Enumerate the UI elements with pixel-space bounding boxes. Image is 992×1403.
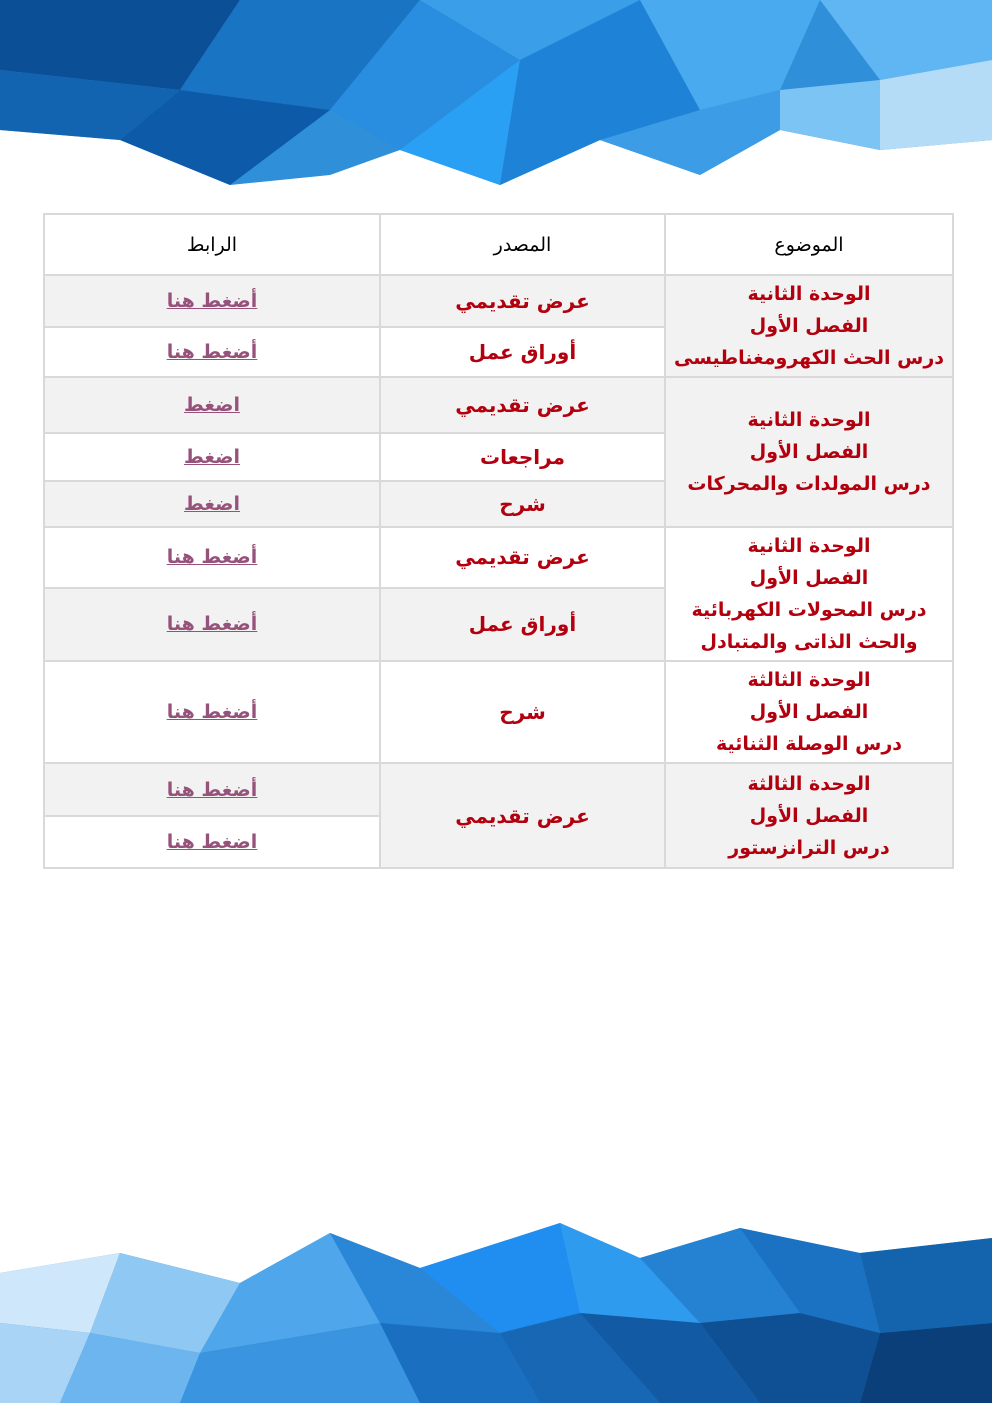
top-banner <box>0 0 992 200</box>
table-row <box>44 763 953 816</box>
table-row <box>44 377 953 433</box>
topic-line: الفصل الأول <box>749 441 869 463</box>
topic-cell <box>665 527 953 661</box>
table-row <box>44 661 953 763</box>
source-cell: عرض تقديمي <box>380 275 665 327</box>
link[interactable]: أضغط هنا <box>166 546 258 569</box>
header-link: الرابط <box>44 214 380 275</box>
bottom-banner <box>0 1213 992 1403</box>
source-cell: أوراق عمل <box>380 327 665 378</box>
link[interactable]: أضغط هنا <box>166 340 258 363</box>
link-cell <box>44 527 380 588</box>
table-row <box>44 275 953 327</box>
topic-cell <box>665 377 953 527</box>
link[interactable]: أضغط هنا <box>166 701 258 723</box>
link-cell <box>44 588 380 661</box>
source-cell: أوراق عمل <box>380 588 665 661</box>
resources-table <box>43 213 954 869</box>
topic-line: درس الترانزستور <box>728 836 890 859</box>
link-cell <box>44 433 380 481</box>
link[interactable]: اضغط <box>184 493 240 515</box>
table-row <box>44 527 953 588</box>
source-cell: شرح <box>380 661 665 763</box>
link-cell <box>44 275 380 327</box>
link[interactable]: اضغط <box>184 446 240 468</box>
source-cell: عرض تقديمي <box>380 763 665 868</box>
source-cell: عرض تقديمي <box>380 377 665 433</box>
topic-line: درس الوصلة الثنائية <box>715 733 903 755</box>
topic-line: الوحدة الثانية <box>747 283 871 305</box>
link-cell <box>44 377 380 433</box>
topic-line: الفصل الأول <box>749 804 869 827</box>
source-cell: شرح <box>380 481 665 527</box>
source-cell: مراجعات <box>380 433 665 481</box>
topic-cell <box>665 763 953 868</box>
link[interactable]: أضغط هنا <box>166 613 258 636</box>
topic-line: الوحدة الثانية <box>747 535 871 557</box>
header-topic: الموضوع <box>665 214 953 275</box>
link-cell <box>44 661 380 763</box>
bottom-banner-graphic <box>0 1213 992 1403</box>
topic-line: الوحدة الثالثة <box>747 669 871 691</box>
topic-line: الفصل الأول <box>749 701 869 723</box>
topic-line: الوحدة الثانية <box>747 409 871 431</box>
link[interactable]: أضغط هنا <box>166 289 258 312</box>
topic-line: درس المحولات الكهربائية <box>691 599 927 621</box>
link-cell <box>44 327 380 378</box>
source-cell: عرض تقديمي <box>380 527 665 588</box>
topic-line: والحث الذاتى والمتبادل <box>700 631 918 653</box>
top-banner-graphic <box>0 0 992 200</box>
link[interactable]: أضغط هنا <box>166 778 258 801</box>
topic-line: درس المولدات والمحركات <box>687 473 931 495</box>
header-source: المصدر <box>380 214 665 275</box>
link-cell <box>44 481 380 527</box>
topic-line: الفصل الأول <box>749 315 869 337</box>
table-header-row <box>44 214 953 275</box>
link[interactable]: اضغط <box>184 394 240 416</box>
topic-line: درس الحث الكهرومغناطيسى <box>673 347 945 369</box>
link-cell <box>44 763 380 816</box>
link[interactable]: اضغط هنا <box>166 831 258 853</box>
topic-line: الفصل الأول <box>749 567 869 589</box>
topic-cell <box>665 275 953 377</box>
topic-line: الوحدة الثالثة <box>747 772 871 795</box>
topic-cell <box>665 661 953 763</box>
link-cell <box>44 816 380 868</box>
